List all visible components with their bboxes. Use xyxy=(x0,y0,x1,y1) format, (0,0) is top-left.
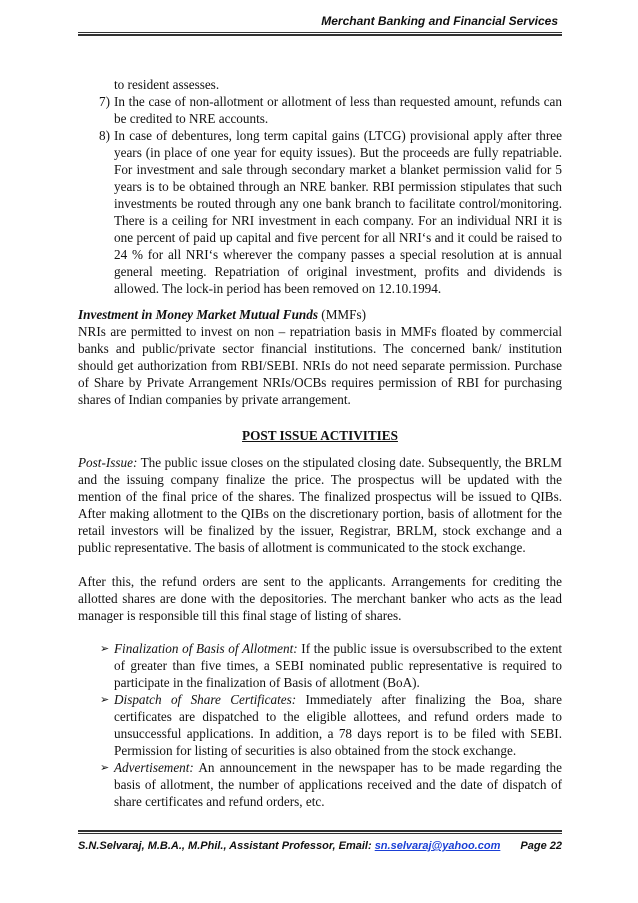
footer-rule xyxy=(78,833,562,834)
mmf-paragraph: NRIs are permitted to invest on non – repatriation basis in MMFs floated by commercial banks and public/private sector financial institutions. The concerned bank/ institution should get authorization from RBI/SEBI. NRIs do not need separate permission. Purchase of Share by Private Arrangement NRIs/OCBs requires permission of RBI for purchasing shares of Indian companies by private arrangement. xyxy=(78,324,562,407)
running-header: Merchant Banking and Financial Services xyxy=(321,14,558,28)
bullet-item xyxy=(78,691,562,759)
refund-paragraph: After this, the refund orders are sent to the applicants. Arrangements for crediting the allotted shares are done with the depositories. The merchant banker who acts as the lead manager is responsible till this final stage of listing of shares. xyxy=(78,574,562,623)
list-item xyxy=(78,127,562,297)
bullet-lead: Advertisement: xyxy=(114,760,194,775)
bullet-text: Immediately after finalizing the Boa, share certificates are dispatched to the eligible allottees, and refund orders made to unsuccessful applications. In addition, a 78 days report is to be filed with SEBI. Permission for listing of securities is also obtained from the stock exchange. xyxy=(114,692,563,758)
post-issue-paragraph xyxy=(78,454,562,556)
list-item xyxy=(78,93,562,127)
footer-email-link[interactable]: sn.selvaraj@yahoo.com xyxy=(374,840,501,852)
footer-author: S.N.Selvaraj, M.B.A., M.Phil., Assistant Professor, Email: xyxy=(78,840,375,852)
bullet-list xyxy=(78,640,562,810)
arrow-bullet-icon: ➢ xyxy=(100,761,110,774)
page-body xyxy=(78,76,562,810)
header-rule-thick xyxy=(78,34,562,36)
arrow-bullet-icon: ➢ xyxy=(100,693,110,706)
list-text: In the case of non-allotment or allotment of less than requested amount, refunds can be credited to NRE accounts. xyxy=(114,94,562,126)
footer-rule-thick xyxy=(78,830,562,832)
post-issue-text: The public issue closes on the stipulated closing date. Subsequently, the BRLM and the issuing company finalize the price. The prospectus will be updated with the mention of the final price of the shares. The finalized prospectus will be issued to QIBs. After making allotment to the QIBs on the discretionary portion, basis of allotment for the retail investors will be finalized by the issuer, Registrar, BRLM, stock exchange and a public representative. The basis of allotment is communicated to the stock exchange. xyxy=(78,455,562,555)
list-number: 8) xyxy=(99,128,110,143)
header-rule xyxy=(78,32,562,33)
list-text: In case of debentures, long term capital gains (LTCG) provisional apply after three years (in place of one year for equity issues). But the proceeds are fully repatriable. For investment and sale through secondary market a blanket permission valid for 5 years is to be obtained through an NRE banker. RBI permission stipulates that such investments be routed through any one bank branch to facilitate control/monitoring. There is a ceiling for NRI investment in each company. For an individual NRI it is one percent of paid up capital and five percent for all NRI‘s and it could be raised to 24 % for all NRI‘s wherever the company passes a special resolution at is annual general meeting. Repatriation of original investment, profits and dividends is allowed. The lock-in period has been removed on 12.10.1994. xyxy=(114,128,562,296)
section-heading: POST ISSUE ACTIVITIES xyxy=(242,428,398,443)
bullet-item xyxy=(78,759,562,810)
bullet-item xyxy=(78,640,562,691)
running-footer xyxy=(78,838,562,855)
bullet-text: An announcement in the newspaper has to be made regarding the basis of allotment, the number of applications received and the date of dispatch of share certificates and refund orders, etc. xyxy=(114,760,562,809)
continuation-text: to resident assesses. xyxy=(114,77,220,92)
bullet-text: If the public issue is oversubscribed to the extent of greater than five times, a SEBI nominated public representative is required to participate in the finalization of Basis of allotment (BoA). xyxy=(114,641,563,690)
post-issue-lead: Post-Issue: xyxy=(78,455,138,470)
arrow-bullet-icon: ➢ xyxy=(100,642,110,655)
page-number: Page 22 xyxy=(520,840,562,852)
mmf-heading xyxy=(78,306,562,323)
bullet-lead: Dispatch of Share Certificates: xyxy=(114,692,297,707)
mmf-title-suffix: (MMFs) xyxy=(318,307,366,322)
list-number: 7) xyxy=(99,94,110,109)
bullet-lead: Finalization of Basis of Allotment: xyxy=(114,641,298,656)
mmf-title: Investment in Money Market Mutual Funds xyxy=(78,307,318,322)
